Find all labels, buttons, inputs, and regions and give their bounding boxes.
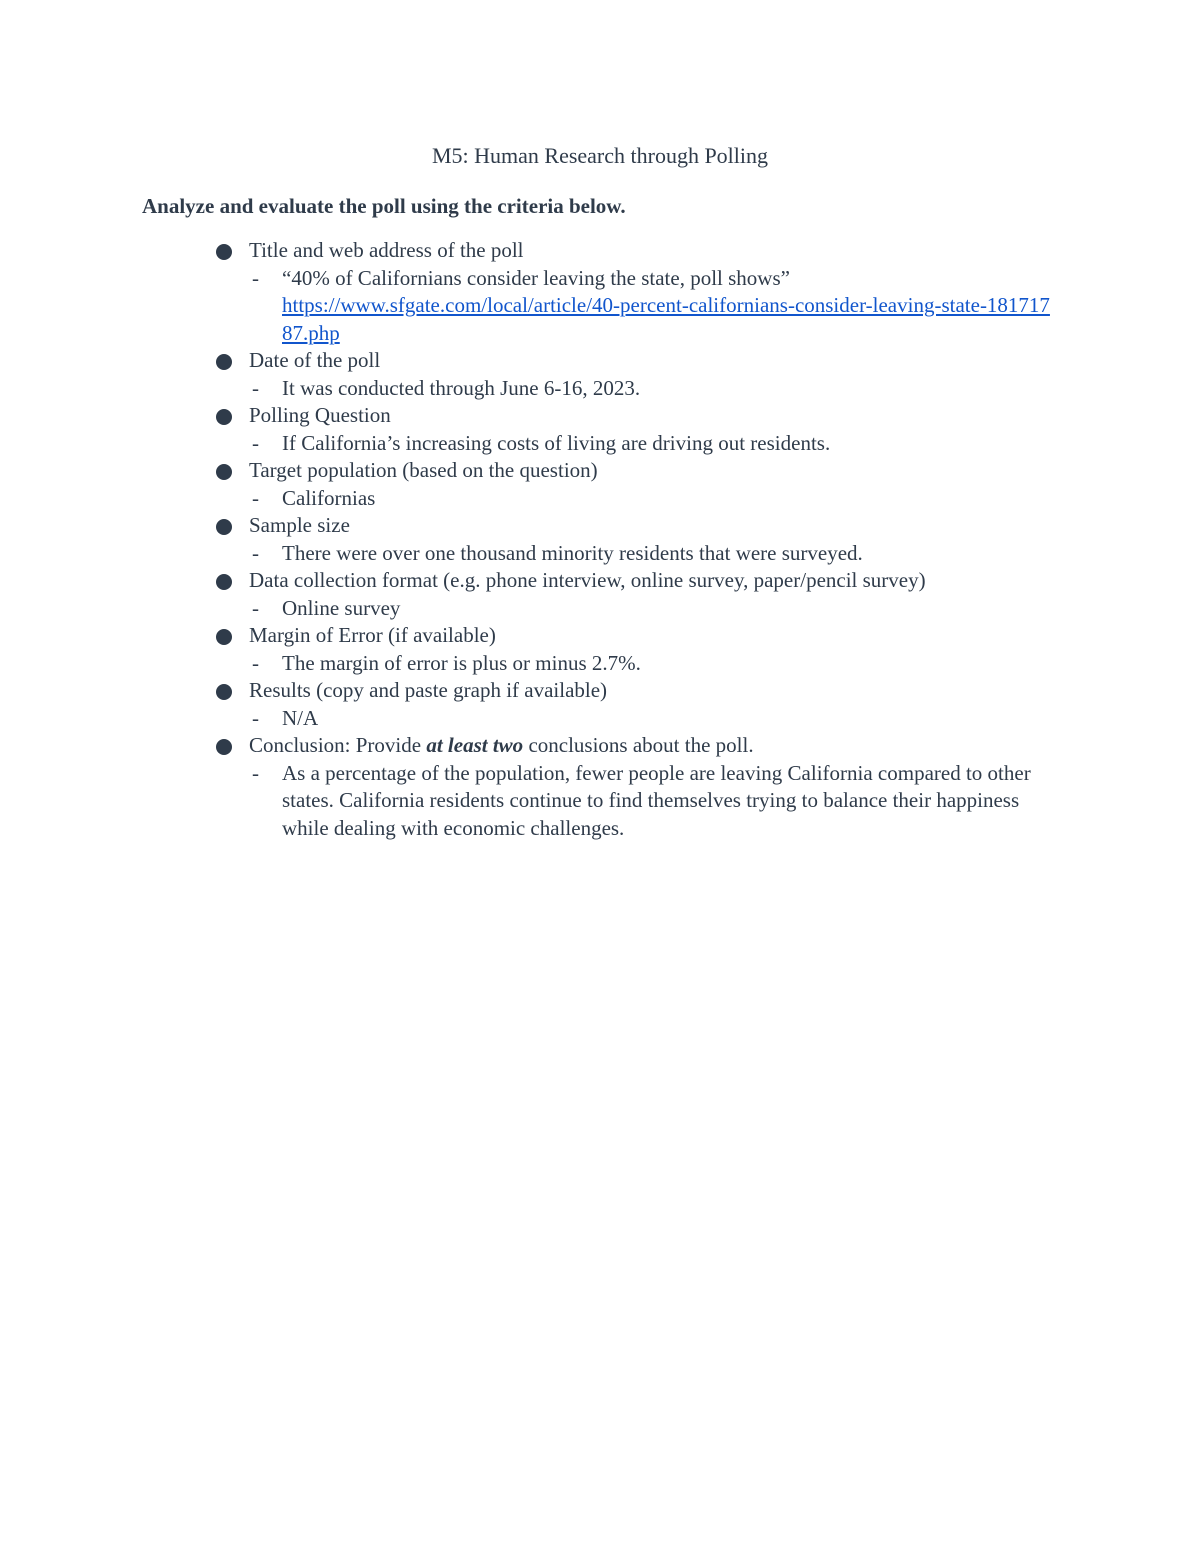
criterion-label: Margin of Error (if available) (249, 623, 496, 647)
bullet-icon (216, 354, 232, 370)
dash-marker: - (252, 540, 259, 565)
answer-text: There were over one thousand minority residents that were surveyed. (282, 540, 863, 565)
bullet-icon (216, 629, 232, 645)
answer-text: As a percentage of the population, fewer people are leaving California compared to other states. California residents continue to find themselves trying to balance their happiness while dealing with economic challenges. (282, 760, 1031, 840)
criterion-date (0, 347, 1200, 402)
answer-text: The margin of error is plus or minus 2.7%. (282, 650, 641, 675)
dash-marker: - (252, 375, 259, 400)
bullet-icon (216, 464, 232, 480)
criterion-margin-of-error (0, 622, 1200, 677)
dash-marker: - (252, 760, 259, 785)
criterion-answer (0, 540, 1052, 568)
criterion-label-prefix: Conclusion: Provide (249, 733, 427, 757)
criterion-label: Target population (based on the question) (249, 458, 598, 482)
criterion-sample-size (0, 512, 1200, 567)
criterion-answer (0, 760, 1052, 843)
answer-text: N/A (282, 705, 319, 730)
criteria-list (0, 237, 1200, 842)
criterion-label: Date of the poll (249, 348, 381, 372)
criterion-label: Sample size (249, 513, 350, 537)
dash-marker: - (252, 430, 259, 455)
bullet-icon (216, 519, 232, 535)
criterion-answer (0, 705, 1052, 733)
criterion-answer (0, 265, 1052, 348)
criterion-answer (0, 375, 1052, 403)
dash-marker: - (252, 595, 259, 620)
answer-text: Online survey (282, 595, 401, 620)
poll-title: “40% of Californians consider leaving the state, poll shows” (282, 265, 790, 290)
criterion-data-collection-format (0, 567, 1200, 622)
instruction-heading: Analyze and evaluate the poll using the criteria below. (142, 194, 626, 218)
criterion-label-emphasis: at least two (426, 733, 524, 757)
bullet-icon (216, 739, 232, 755)
bullet-icon (216, 244, 232, 260)
bullet-icon (216, 409, 232, 425)
criterion-answer (0, 595, 1052, 623)
criterion-conclusion (0, 732, 1200, 842)
criterion-answer (0, 650, 1052, 678)
dash-marker: - (252, 650, 259, 675)
criterion-label: Polling Question (249, 403, 391, 427)
criterion-label: Results (copy and paste graph if available) (249, 678, 608, 702)
answer-text: It was conducted through June 6-16, 2023. (282, 375, 641, 400)
criterion-polling-question (0, 402, 1200, 457)
criterion-label: Title and web address of the poll (249, 238, 524, 262)
dash-marker: - (252, 265, 259, 290)
dash-marker: - (252, 705, 259, 730)
criterion-title-and-address (0, 237, 1200, 347)
bullet-icon (216, 574, 232, 590)
criterion-label: Data collection format (e.g. phone interview, online survey, paper/pencil survey) (249, 568, 926, 592)
answer-text: If California’s increasing costs of living are driving out residents. (282, 430, 831, 455)
dash-marker: - (252, 485, 259, 510)
answer-text: Californias (282, 485, 376, 510)
criterion-results (0, 677, 1200, 732)
poll-link[interactable]: https://www.sfgate.com/local/article/40-percent-californians-consider-leaving-state-18171787.php (282, 293, 1050, 345)
bullet-icon (216, 684, 232, 700)
criterion-answer (0, 485, 1052, 513)
criterion-label-suffix: conclusions about the poll. (523, 733, 754, 757)
document-title: M5: Human Research through Polling (431, 143, 769, 168)
criterion-answer (0, 430, 1052, 458)
criterion-target-population (0, 457, 1200, 512)
